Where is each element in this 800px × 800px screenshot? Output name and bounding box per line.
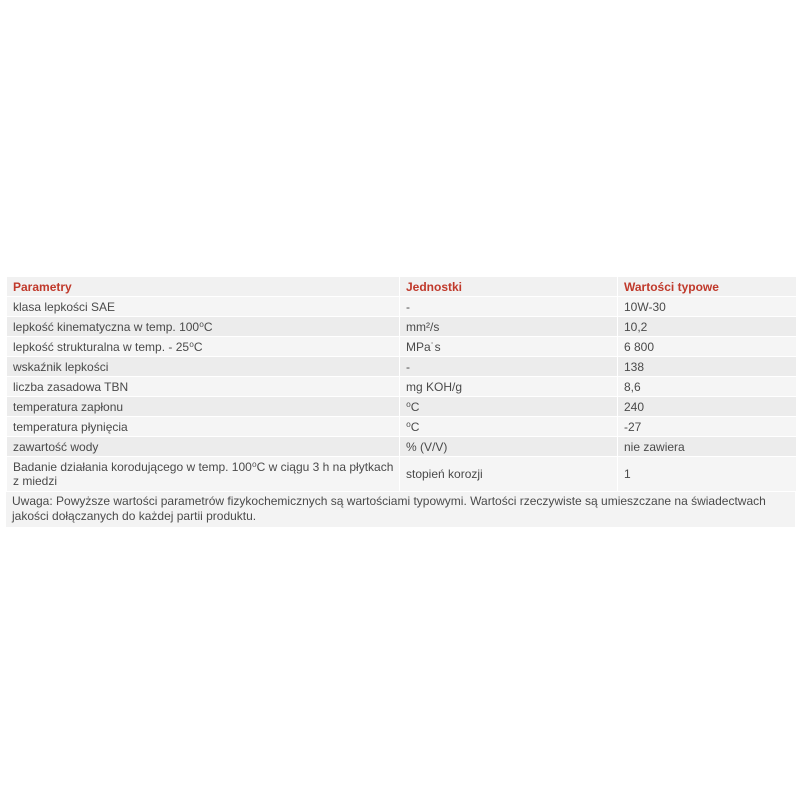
param-cell: wskaźnik lepkości [7,357,400,377]
table-row [7,337,796,357]
param-cell: temperatura zapłonu [7,397,400,417]
unit-cell: stopień korozji [400,457,618,492]
unit-cell: - [400,297,618,317]
param-cell: klasa lepkości SAE [7,297,400,317]
param-cell: liczba zasadowa TBN [7,377,400,397]
value-cell: -27 [618,417,796,437]
unit-cell: ⁰C [400,397,618,417]
param-cell: Badanie działania korodującego w temp. 100⁰C w ciągu 3 h na płytkach z miedzi [7,457,400,492]
spec-table [6,276,796,491]
value-cell: nie zawiera [618,437,796,457]
unit-cell: MPa˙s [400,337,618,357]
header-parametry: Parametry [7,277,400,297]
table-row [7,437,796,457]
unit-cell: mm²/s [400,317,618,337]
param-cell: zawartość wody [7,437,400,457]
unit-cell: - [400,357,618,377]
unit-cell: mg KOH/g [400,377,618,397]
header-wartosci-typowe: Wartości typowe [618,277,796,297]
param-cell: temperatura płynięcia [7,417,400,437]
table-header-row [7,277,796,297]
value-cell: 240 [618,397,796,417]
table-row [7,317,796,337]
value-cell: 1 [618,457,796,492]
table-row [7,417,796,437]
value-cell: 138 [618,357,796,377]
spec-table-container [6,276,795,527]
table-row [7,397,796,417]
param-cell: lepkość strukturalna w temp. - 25⁰C [7,337,400,357]
header-jednostki: Jednostki [400,277,618,297]
unit-cell: % (V/V) [400,437,618,457]
table-note: Uwaga: Powyższe wartości parametrów fizykochemicznych są wartościami typowymi. Wartości rzeczywiste są umieszczane na świadectwach jakości dołączanych do każdej partii produktu. [6,491,795,527]
value-cell: 8,6 [618,377,796,397]
table-row [7,457,796,492]
param-cell: lepkość kinematyczna w temp. 100⁰C [7,317,400,337]
value-cell: 10,2 [618,317,796,337]
table-row [7,377,796,397]
table-row [7,357,796,377]
value-cell: 6 800 [618,337,796,357]
value-cell: 10W-30 [618,297,796,317]
unit-cell: ⁰C [400,417,618,437]
table-row [7,297,796,317]
